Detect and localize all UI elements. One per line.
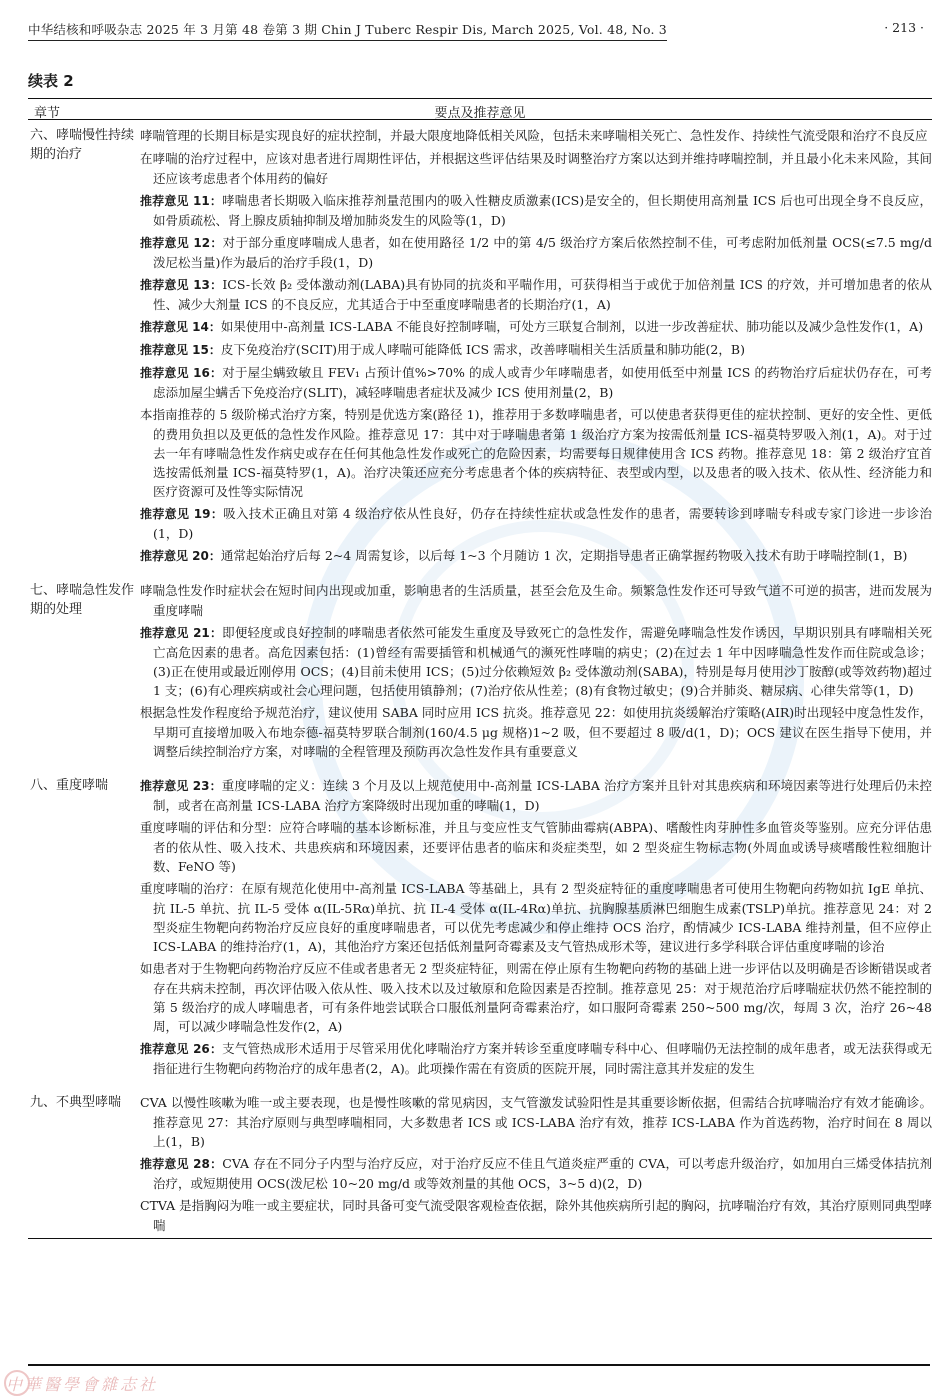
section-spacer [28,1081,932,1087]
recommendation-paragraph [140,1039,932,1078]
table-caption: 续表 2 [28,72,74,90]
recommendation-paragraph [140,317,932,337]
recommendation-paragraph [140,623,932,700]
recommendation-paragraph [140,405,932,501]
recommendation-paragraph [140,233,932,272]
recommendation-text: 重度哮喘的定义：连续 3 个月及以上规范使用中-高剂量 ICS-LABA 治疗方案并且针对其患疾病和环境因素等进行处理后仍未控制，或者在高剂量 ICS-LABA 治疗方案降级时出现加重的哮喘(1，D) [153,778,932,813]
recommendation-text: 皮下免疫治疗(SCIT)用于成人哮喘可能降低 ICS 需求，改善哮喘相关生活质量和肺功能(2，B) [220,342,745,357]
recommendation-paragraph [140,703,932,761]
recommendation-text: CVA 存在不同分子内型与治疗反应，对于治疗反应不佳且气道炎症严重的 CVA，可以考虑升级治疗，如加用白三烯受体拮抗剂治疗，或短期使用 OCS(泼尼松 10~20 mg/d 或等效剂量的其他 OCS，3~5 d)(2，D) [153,1156,932,1191]
running-head [28,20,924,42]
table-body [28,126,932,1235]
recommendation-label: 推荐意见 20： [140,549,221,563]
recommendation-paragraph [140,1154,932,1193]
journal-citation: 中华结核和呼吸杂志 2025 年 3 月第 48 卷第 3 期 Chin J Tuberc Respir Dis, March 2025, Vol. 48, No. 3 [28,20,667,41]
section-title: 七、哮喘急性发作期的处理 [30,583,135,617]
recommendation-paragraph [140,191,932,230]
recommendation-text: 即便轻度或良好控制的哮喘患者依然可能发生重度及导致死亡的急性发作，需避免哮喘急性发作诱因，早期识别具有哮喘相关死亡高危因素的患者。高危因素包括：(1)曾经有需要插管和机械通气的濒死性哮喘的病史；(2)在过去 1 年中因哮喘急性发作而住院或急诊；(3)正在使用或最近刚停用 OCS；(4)目前未使用 ICS；(5)过分依赖短效 β₂ 受体激动剂(SABA)，特别是每月使用沙丁胺醇(或等效药物)超过 1 支；(6)有心理疾病或社会心理问题，包括使用镇静剂；(7)治疗依从性差；(8)有食物过敏史；(9)合并肺炎、糖尿病、心律失常等(1，D) [153,625,932,698]
recommendation-label: 推荐意见 21： [140,626,223,640]
recommendation-paragraph [140,275,932,314]
recommendation-paragraph [140,504,932,543]
table-bottom-rule [28,1238,932,1239]
recommendation-text: 哮喘患者长期吸入临床推荐剂量范围内的吸入性糖皮质激素(ICS)是安全的，但长期使用高剂量 ICS 后也可出现全身不良反应，如骨质疏松、肾上腺皮质轴抑制及增加肺炎发生的风险等(1，D) [153,193,932,228]
recommendation-text: 吸入技术正确且对第 4 级治疗依从性良好，仍存在持续性症状或急性发作的患者，需要转诊到哮喘专科或专家门诊进一步诊治(1，D) [153,506,932,541]
section-content [140,776,932,1078]
section-content [140,1093,932,1235]
recommendation-paragraph [140,818,932,876]
recommendation-paragraph [140,581,932,620]
recommendation-label: 推荐意见 15： [140,343,221,357]
recommendation-label: 推荐意见 23： [140,779,222,793]
recommendation-label: 推荐意见 28： [140,1157,223,1171]
section-spacer [28,569,932,575]
table-section [28,1093,932,1235]
section-title: 六、哮喘慢性持续期的治疗 [30,128,135,162]
recommendation-paragraph [140,879,932,956]
recommendation-text: 哮喘急性发作时症状会在短时间内出现或加重，影响患者的生活质量，甚至会危及生命。频繁急性发作还可导致气道不可逆的损害，进而发展为重度哮喘 [140,583,932,618]
footer-rule [28,1364,930,1366]
recommendation-paragraph [140,959,932,1036]
publisher-logo: 中華醫學會雜志社 [6,1375,159,1394]
table-section [28,126,932,566]
recommendation-label: 推荐意见 16： [140,366,223,380]
recommendation-label: 推荐意见 14： [140,320,221,334]
table-section [28,776,932,1078]
recommendation-label: 推荐意见 19： [140,507,224,521]
recommendation-paragraph [140,1093,932,1151]
section-title: 八、重度哮喘 [30,778,109,793]
recommendation-paragraph [140,1196,932,1235]
section-spacer [28,764,932,770]
recommendation-text: 重度哮喘的评估和分型：应符合哮喘的基本诊断标准，并且与变应性支气管肺曲霉病(ABPA)、嗜酸性肉芽肿性多血管炎等鉴别。应充分评估患者的依从性、吸入技术、共患疾病和环境因素，还要评估患者的临床和炎症类型，如 2 型炎症生物标志物(外周血或诱导痰嗜酸性粒细胞计数、FeNO 等) [140,820,932,874]
page-number: · 213 · [884,20,924,35]
recommendation-paragraph [140,776,932,815]
recommendation-text: 哮喘管理的长期目标是实现良好的症状控制，并最大限度地降低相关风险，包括未来哮喘相关死亡、急性发作、持续性气流受限和治疗不良反应 [140,128,928,143]
recommendation-text: 如患者对于生物靶向药物治疗反应不佳或者患者无 2 型炎症特征，则需在停止原有生物靶向药物的基础上进一步评估以及明确是否诊断错误或者存在共病未控制，再次评估吸入依从性、吸入技术以及过敏原和危险因素是否控制。推荐意见 25：对于规范治疗后哮喘症状仍然不能控制的第 5 级治疗的成人哮喘患者，可有条件地尝试联合口服低剂量阿奇霉素治疗，如口服阿奇霉素 250~500 mg/次，每周 3 次，治疗 26~48 周，可以减少哮喘急性发作(2，A) [140,961,932,1034]
recommendation-text: 根据急性发作程度给予规范治疗，建议使用 SABA 同时应用 ICS 抗炎。推荐意见 22：如使用抗炎缓解治疗策略(AIR)时出现轻中度急性发作，早期可直接增加吸入布地奈德-福莫特罗联合制剂(160/4.5 μg 规格)1~2 吸，但不要超过 8 吸/d(1，D)；OCS 建议在医生指导下使用，并调整后续控制治疗方案，对哮喘的全程管理及预防再次急性发作具有重要意义 [140,705,932,759]
recommendation-label: 推荐意见 11： [140,194,223,208]
recommendation-paragraph [140,149,932,188]
recommendation-text: ICS-长效 β₂ 受体激动剂(LABA)具有协同的抗炎和平喘作用，可获得相当于或优于加倍剂量 ICS 的疗效，并可增加患者的依从性、减少大剂量 ICS 的不良反应，尤其适合于中至重度哮喘患者的长期治疗(1，A) [153,277,932,312]
recommendation-text: 支气管热成形术适用于尽管采用优化哮喘治疗方案并转诊至重度哮喘专科中心、但哮喘仍无法控制的成年患者，或无法获得或无指征进行生物靶向药物治疗的成年患者(2，A)。此项操作需在有资质的医院开展，同时需注意其并发症的发生 [153,1041,932,1076]
recommendations-table [28,98,932,1239]
recommendation-label: 推荐意见 12： [140,236,223,250]
recommendation-text: 对于部分重度哮喘成人患者，如在使用路径 1/2 中的第 4/5 级治疗方案后依然控制不佳，可考虑附加低剂量 OCS(≤7.5 mg/d 泼尼松当量)作为最后的治疗手段(1，D) [153,235,933,270]
recommendation-text: 在哮喘的治疗过程中，应该对患者进行周期性评估，并根据这些评估结果及时调整治疗方案以达到并维持哮喘控制，并且最小化未来风险，其间还应该考虑患者个体用药的偏好 [140,151,932,186]
recommendation-paragraph [140,546,932,566]
recommendation-text: 对于屋尘螨致敏且 FEV₁ 占预计值%>70% 的成人或青少年哮喘患者，如使用低至中剂量 ICS 的药物治疗后症状仍存在，可考虑添加屋尘螨舌下免疫治疗(SLIT)，减轻哮喘患者症状及减少 ICS 使用剂量(2，B) [153,365,932,400]
recommendation-paragraph [140,340,932,360]
table-header [28,99,932,119]
recommendation-text: 如果使用中-高剂量 ICS-LABA 不能良好控制哮喘，可处方三联复合制剂，以进一步改善症状、肺功能以及减少急性发作(1，A) [220,319,924,334]
section-title: 九、不典型哮喘 [30,1095,122,1110]
recommendation-text: CTVA 是指胸闷为唯一或主要症状，同时具备可变气流受限客观检查依据，除外其他疾病所引起的胸闷，抗哮喘治疗有效，其治疗原则同典型哮喘 [140,1198,932,1233]
recommendation-text: 重度哮喘的治疗：在原有规范化使用中-高剂量 ICS-LABA 等基础上，具有 2 型炎症特征的重度哮喘患者可使用生物靶向药物如抗 IgE 单抗、抗 IL-5 单抗、抗 IL-5 受体 α(IL-5Rα)单抗、抗 IL-4 受体 α(IL-4Rα)单抗、抗胸腺基质淋巴细胞生成素(TSLP)单抗。推荐意见 24：对 2 型炎症生物靶向药物治疗反应良好的重度哮喘患者，可以优先考虑减少和停止维持 OCS 治疗，酌情减少 ICS-LABA 维持剂量，但不应停止 ICS-LABA 的维持治疗(1，A)，其他治疗方案还包括低剂量阿奇霉素及支气管热成形术等，建议进行多学科联合评估重度哮喘的诊治 [140,881,932,954]
recommendation-text: CVA 以慢性咳嗽为唯一或主要表现，也是慢性咳嗽的常见病因，支气管激发试验阳性是其重要诊断依据，但需结合抗哮喘治疗有效才能确诊。推荐意见 27：其治疗原则与典型哮喘相同，大多数患者 ICS 或 ICS-LABA 治疗有效，推荐 ICS-LABA 作为首选药物，治疗时间在 8 周以上(1，B) [140,1095,932,1149]
recommendation-text: 本指南推荐的 5 级阶梯式治疗方案，特别是优选方案(路径 1)，推荐用于多数哮喘患者，可以使患者获得更佳的症状控制、更好的安全性、更低的费用负担以及更低的急性发作风险。推荐意见 17：其中对于哮喘患者第 1 级治疗方案为按需低剂量 ICS-福莫特罗吸入剂(1，A)。对于过去一年有哮喘急性发作病史或存在任何其他急性发作或死亡的危险因素，均需要每日规律使用含 ICS 药物。推荐意见 18：第 2 级治疗宜首选按需低剂量 ICS-福莫特罗(1，A)。治疗决策还应充分考虑患者个体的疾病特征、表型或内型，以及患者的吸入技术、依从性、经济能力和医疗资源可及性等实际情况 [140,407,932,499]
recommendation-paragraph [140,126,932,146]
recommendation-paragraph [140,363,932,402]
table-section [28,581,932,761]
column-header-content: 要点及推荐意见 [434,106,526,121]
recommendation-label: 推荐意见 26： [140,1042,223,1056]
section-content [140,581,932,761]
recommendation-label: 推荐意见 13： [140,278,223,292]
section-content [140,126,932,566]
column-header-section: 章节 [34,106,61,121]
recommendation-text: 通常起始治疗后每 2~4 周需复诊，以后每 1~3 个月随访 1 次，定期指导患者正确掌握药物吸入技术有助于哮喘控制(1，B) [220,548,908,563]
